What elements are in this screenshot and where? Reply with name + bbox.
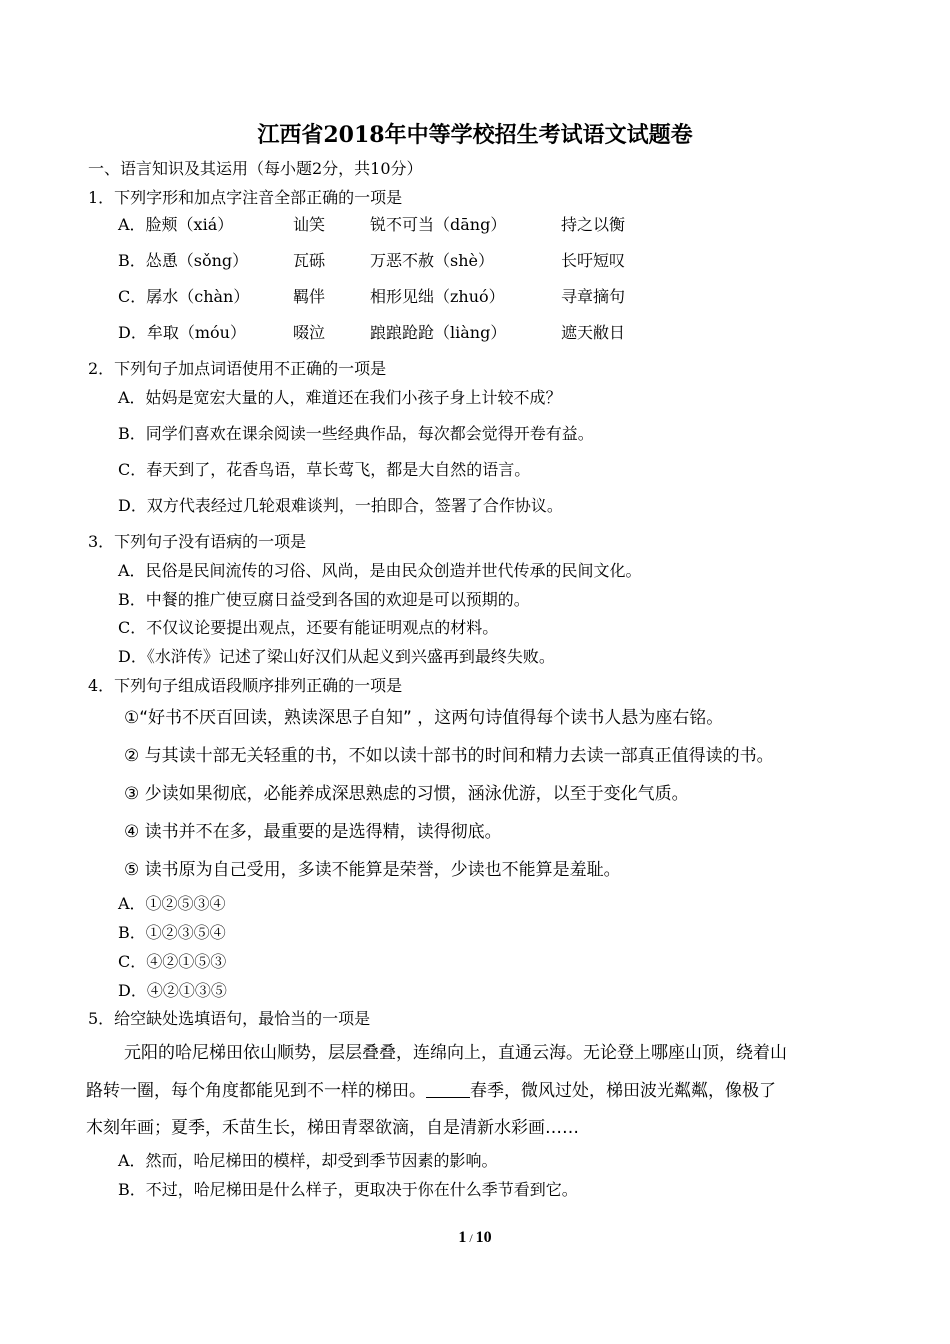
q1-option-a-col1: A．脸颊（xiá）	[118, 215, 234, 234]
q1-option-c-col1: C．孱水（chàn）	[118, 287, 250, 306]
page-title: 江西省2018年中等学校招生考试语文试题卷	[257, 122, 693, 148]
q1-option-d-col3: 踉踉跄跄（liàng）	[370, 323, 507, 342]
q5-passage-line-3: 木刻年画；夏季，禾苗生长，梯田青翠欲滴，自是清新水彩画……	[86, 1118, 579, 1138]
q2-option-a: A．姑妈是宽宏大量的人，难道还在我们小孩子身上计较不成？	[118, 388, 562, 407]
q3-option-b: B．中餐的推广使豆腐日益受到各国的欢迎是可以预期的。	[118, 590, 530, 609]
q4-option-b: B．①②③⑤④	[118, 923, 226, 942]
q1-option-b-col2: 瓦砾	[293, 251, 326, 270]
q1-option-c-col3: 相形见绌（zhuó）	[370, 287, 505, 306]
q5-passage-line-1: 元阳的哈尼梯田依山顺势，层层叠叠，连绵向上，直通云海。无论登上哪座山顶，绕着山	[124, 1043, 787, 1063]
q1-option-a-col3: 锐不可当（dāng）	[370, 215, 507, 234]
page-separator: /	[466, 1231, 476, 1245]
question-2-stem: 2．下列句子加点词语使用不正确的一项是	[88, 359, 387, 378]
q1-option-b-col3: 万恶不赦（shè）	[370, 251, 494, 270]
question-4-stem: 4．下列句子组成语段顺序排列正确的一项是	[88, 676, 403, 695]
q4-sentence-5: ⑤ 读书原为自己受用，多读不能算是荣誉，少读也不能算是羞耻。	[124, 860, 621, 880]
q1-option-b-col4: 长吁短叹	[561, 251, 626, 270]
q5-passage-line-2	[86, 1079, 776, 1103]
current-page: 1	[458, 1229, 467, 1246]
q4-option-c: C．④②①⑤③	[118, 952, 227, 971]
q4-sentence-1: ①“好书不厌百回读，熟读深思子自知” ，这两句诗值得每个读书人悬为座右铭。	[124, 708, 724, 728]
section-heading: 一、语言知识及其运用（每小题2分，共10分）	[88, 159, 423, 178]
question-5-stem: 5．给空缺处选填语句，最恰当的一项是	[88, 1009, 371, 1028]
q1-option-c-col2: 羁伴	[293, 287, 326, 306]
total-pages: 10	[475, 1229, 492, 1246]
fill-in-blank	[426, 1081, 470, 1098]
q4-sentence-4: ④ 读书并不在多，最重要的是选得精，读得彻底。	[124, 822, 502, 842]
q1-option-d-col4: 遮天敝日	[561, 323, 626, 342]
question-3-stem: 3．下列句子没有语病的一项是	[88, 532, 307, 551]
q1-option-d-col2: 啜泣	[293, 323, 326, 342]
q5-passage-before-blank: 路转一圈，每个角度都能见到不一样的梯田。	[86, 1081, 426, 1101]
q2-option-d: D．双方代表经过几轮艰难谈判，一拍即合，签署了合作协议。	[118, 496, 563, 515]
q2-option-c: C．春天到了，花香鸟语，草长莺飞，都是大自然的语言。	[118, 460, 531, 479]
q1-option-b-col1: B．怂恿（sǒng）	[118, 251, 249, 270]
q3-option-c: C．不仅议论要提出观点，还要有能证明观点的材料。	[118, 618, 499, 637]
q1-option-a-col4: 持之以衡	[561, 215, 626, 234]
q1-option-c-col4: 寻章摘句	[561, 287, 626, 306]
q4-option-a: A．①②⑤③④	[118, 894, 226, 913]
q5-option-a: A．然而，哈尼梯田的模样，却受到季节因素的影响。	[118, 1151, 498, 1170]
q1-option-d-col1: D．牟取（móu）	[118, 323, 246, 342]
q3-option-a: A．民俗是民间流传的习俗、风尚，是由民众创造并世代传承的民间文化。	[118, 561, 642, 580]
q2-option-b: B．同学们喜欢在课余阅读一些经典作品，每次都会觉得开卷有益。	[118, 424, 594, 443]
q4-sentence-2: ② 与其读十部无关轻重的书，不如以读十部书的时间和精力去读一部真正值得读的书。	[124, 746, 774, 766]
q5-option-b: B．不过，哈尼梯田是什么样子，更取决于你在什么季节看到它。	[118, 1180, 578, 1199]
q4-sentence-3: ③ 少读如果彻底，必能养成深思熟虑的习惯，涵泳优游，以至于变化气质。	[124, 784, 689, 804]
page-number	[0, 1227, 950, 1249]
q4-option-d: D．④②①③⑤	[118, 981, 227, 1000]
question-1-stem: 1．下列字形和加点字注音全部正确的一项是	[88, 188, 403, 207]
q5-passage-after-blank: 春季，微风过处，梯田波光粼粼，像极了	[470, 1081, 776, 1101]
q1-option-a-col2: 讪笑	[293, 215, 326, 234]
q3-option-d: D．《水浒传》记述了梁山好汉们从起义到兴盛再到最终失败。	[118, 647, 555, 666]
